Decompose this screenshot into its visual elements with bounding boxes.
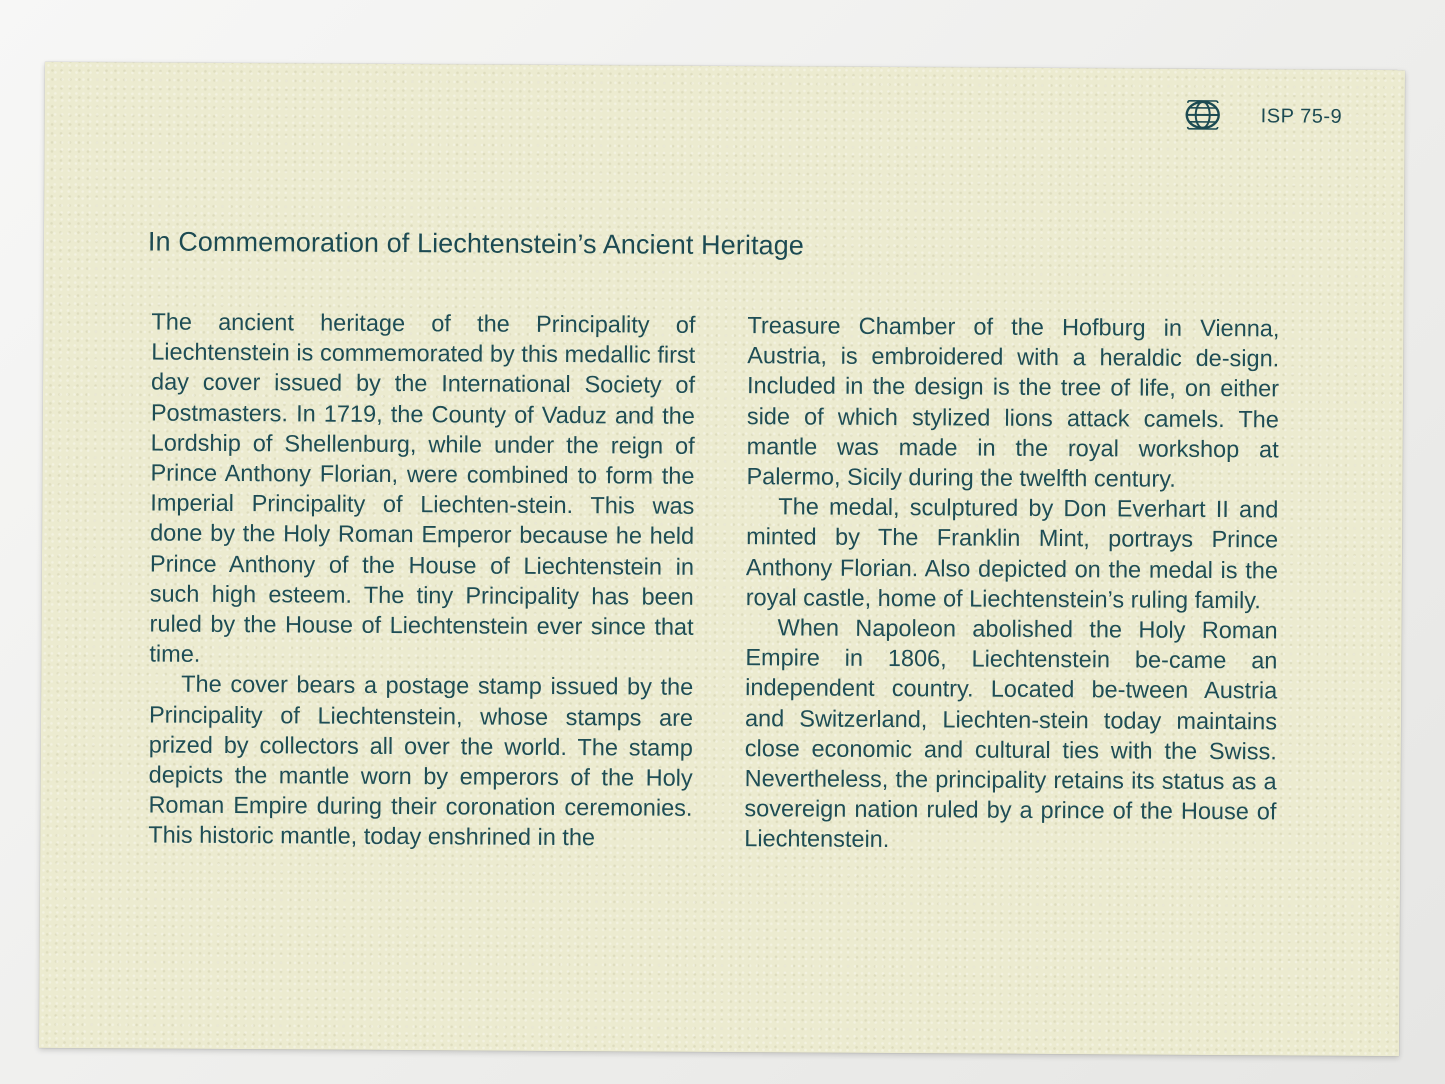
- right-paragraph-3: When Napoleon abolished the Holy Roman Empire in 1806, Liechtenstein be-came an independent country. Located be-tween Austria and Switzerland, Liechten-stein today maintains close economic and cultural ties with the Swiss. Nevertheless, the principality retains its status as a sovereign nation ruled by a prince of the House of Liechtenstein.: [744, 614, 1278, 853]
- left-column: [148, 307, 695, 854]
- right-paragraph-1: Treasure Chamber of the Hofburg in Vienna, Austria, is embroidered with a heraldic de-sign. Included in the design is the tree of life, on either side of which stylized lions attack camels. The mantle was made in the royal workshop at Palermo, Sicily during the twelfth century.: [746, 312, 1280, 492]
- catalog-code: ISP 75-9: [1260, 105, 1343, 128]
- right-column: [744, 310, 1279, 857]
- right-paragraph-2: The medal, sculptured by Don Everhart II and minted by The Franklin Mint, portrays Prince Anthony Florian. Also depicted on the medal is the royal castle, home of Liechtenstein’s ruling family.: [745, 493, 1279, 614]
- page-title: In Commemoration of Liechtenstein’s Ancient Heritage: [147, 226, 805, 261]
- commemorative-insert-card: [39, 62, 1405, 1056]
- left-paragraph-1: The ancient heritage of the Principality of Liechtenstein is commemorated by this medallic first day cover issued by the International Society of Postmasters. In 1719, the County of Vaduz and the Lordship of Shellenburg, while under the reign of Prince Anthony Florian, were combined to form the Imperial Principality of Liechten-stein. This was done by the Holy Roman Emperor because he held Prince Anthony of the House of Liechtenstein in such high esteem. The tiny Principality has been ruled by the House of Liechtenstein ever since that time.: [149, 308, 696, 668]
- left-paragraph-2: The cover bears a postage stamp issued by the Principality of Liechtenstein, whose stamps are prized by collectors all over the world. The stamp depicts the mantle worn by emperors of the Holy Roman Empire during their coronation ceremonies. This historic mantle, today enshrined in the: [148, 671, 694, 851]
- globe-logo-icon: [1185, 99, 1221, 131]
